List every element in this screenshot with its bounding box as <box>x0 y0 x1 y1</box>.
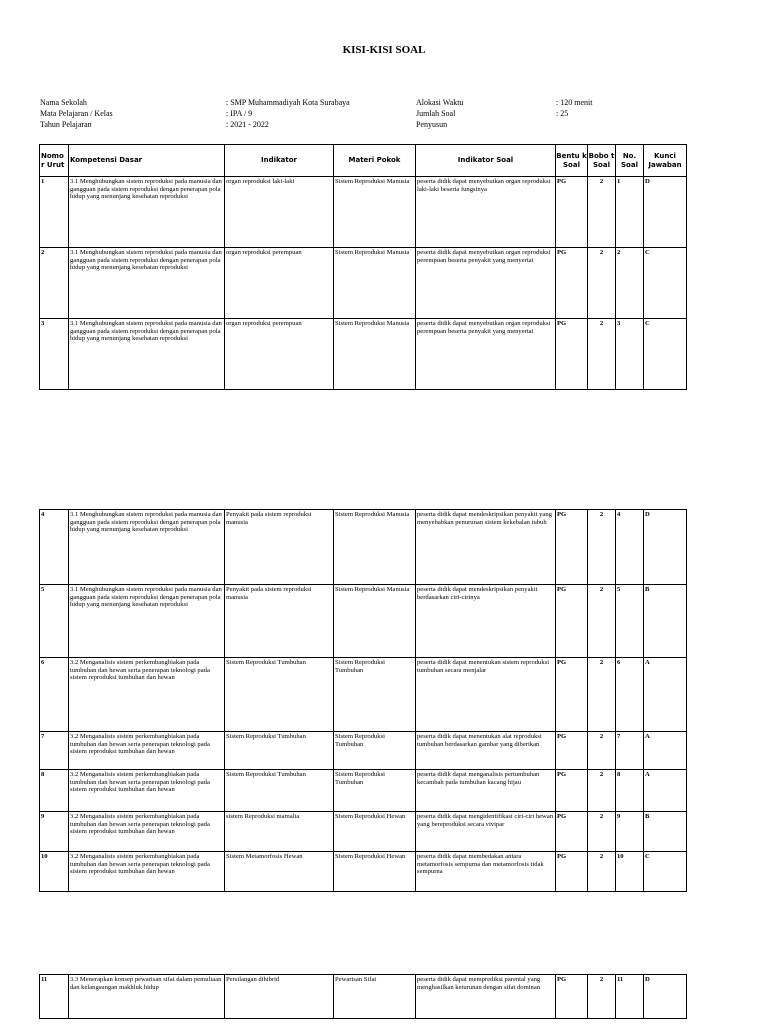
cell-no: 7 <box>40 732 69 770</box>
cell-kunci: B <box>644 812 687 852</box>
page-title: KISI-KISI SOAL <box>342 44 426 56</box>
cell-kunci: A <box>644 658 687 732</box>
cell-materi: Sistem Reproduksi Manusia <box>334 319 416 390</box>
cell-materi: Pewarisan Sifat <box>334 975 416 1019</box>
table-row <box>40 770 687 812</box>
cell-bentuk: PG <box>556 658 588 732</box>
cell-no: 5 <box>40 585 69 658</box>
table-row <box>40 732 687 770</box>
cell-no: 6 <box>40 658 69 732</box>
value-mata-pelajaran: : IPA / 9 <box>226 109 253 118</box>
cell-kompetensi: 3.1 Menghubungkan sistem reproduksi pada manusia dan gangguan pada sistem reproduksi dengan penerapan pola hidup yang menunjang kesehatan reproduksi <box>69 319 225 390</box>
label-penyusun: Penyusun <box>416 120 448 129</box>
cell-kompetensi: 3.3 Menerapkan konsep pewarisan sifat dalam pemuliaan dan kelangsungan makhluk hidup <box>69 975 225 1019</box>
cell-indikator-soal: peserta didik dapat menyebutkan organ reproduksi perempuan beserta penyakit yang menyertai <box>416 248 556 319</box>
cell-kompetensi: 3.2 Menganalisis sistem perkembangbiakan pada tumbuhan dan hewan serta penerapan teknologi pada sistem reproduksi tumbuhan dan hewan <box>69 852 225 892</box>
cell-kompetensi: 3.1 Menghubungkan sistem reproduksi pada manusia dan gangguan pada sistem reproduksi dengan penerapan pola hidup yang menunjang kesehatan reproduksi <box>69 585 225 658</box>
table-row <box>40 585 687 658</box>
cell-kompetensi: 3.1 Menghubungkan sistem reproduksi pada manusia dan gangguan pada sistem reproduksi dengan penerapan pola hidup yang menunjang kesehatan reproduksi <box>69 248 225 319</box>
label-tahun-pelajaran: Tahun Pelajaran <box>40 120 92 129</box>
header-kompetensi-dasar: Kompetensi Dasar <box>69 145 225 177</box>
cell-bentuk: PG <box>556 732 588 770</box>
cell-bentuk: PG <box>556 510 588 585</box>
cell-indikator: Penyakit pada sistem reproduksi manusia <box>225 585 334 658</box>
cell-bobot: 2 <box>588 975 616 1019</box>
label-jumlah-soal: Jumlah Soal <box>416 109 456 118</box>
header-bobot-soal: Bobo t Soal <box>588 145 616 177</box>
cell-indikator: organ reproduksi perempuan <box>225 248 334 319</box>
cell-indikator-soal: peserta didik dapat menganalisis pertumbuhan kecambah pada tumbuhan kacang hijau <box>416 770 556 812</box>
cell-kompetensi: 3.1 Menghubungkan sistem reproduksi pada manusia dan gangguan pada sistem reproduksi dengan penerapan pola hidup yang menunjang kesehatan reproduksi <box>69 177 225 248</box>
cell-kompetensi: 3.2 Menganalisis sistem perkembangbiakan pada tumbuhan dan hewan serta penerapan teknologi pada sistem reproduksi tumbuhan dan hewan <box>69 812 225 852</box>
cell-indikator: Persilangan dihibrid <box>225 975 334 1019</box>
label-alokasi-waktu: Alokasi Waktu <box>416 98 464 107</box>
kisi-table-page-1 <box>39 144 687 390</box>
cell-no-soal: 5 <box>616 585 644 658</box>
table-row <box>40 510 687 585</box>
cell-no: 3 <box>40 319 69 390</box>
cell-indikator: Sistem Reproduksi Tumbuhan <box>225 658 334 732</box>
cell-kunci: A <box>644 732 687 770</box>
cell-no-soal: 7 <box>616 732 644 770</box>
cell-indikator-soal: peserta didik dapat menyebutkan organ reproduksi laki-laki beserta fungsinya <box>416 177 556 248</box>
cell-materi: Sistem Reproduksi Tumbuhan <box>334 770 416 812</box>
cell-kompetensi: 3.1 Menghubungkan sistem reproduksi pada manusia dan gangguan pada sistem reproduksi dengan penerapan pola hidup yang menunjang kesehatan reproduksi <box>69 510 225 585</box>
cell-no: 10 <box>40 852 69 892</box>
cell-no: 1 <box>40 177 69 248</box>
cell-materi: Sistem Reproduksi Tumbuhan <box>334 732 416 770</box>
table-row <box>40 852 687 892</box>
cell-indikator: Sistem Reproduksi Tumbuhan <box>225 770 334 812</box>
cell-no: 9 <box>40 812 69 852</box>
header-bentuk-soal: Bentu k Soal <box>556 145 588 177</box>
cell-bentuk: PG <box>556 975 588 1019</box>
cell-bobot: 2 <box>588 732 616 770</box>
cell-no-soal: 11 <box>616 975 644 1019</box>
cell-bentuk: PG <box>556 248 588 319</box>
kisi-table-page-2 <box>39 509 687 892</box>
cell-no-soal: 8 <box>616 770 644 812</box>
cell-bentuk: PG <box>556 585 588 658</box>
cell-indikator: sistem Reproduksi mamalia <box>225 812 334 852</box>
cell-kunci: C <box>644 248 687 319</box>
cell-kunci: D <box>644 177 687 248</box>
kisi-table-page-3 <box>39 974 687 1019</box>
header-kunci-jawaban: Kunci Jawaban <box>644 145 687 177</box>
cell-kompetensi: 3.2 Menganalisis sistem perkembangbiakan pada tumbuhan dan hewan serta penerapan teknologi pada sistem reproduksi tumbuhan dan hewan <box>69 770 225 812</box>
cell-bobot: 2 <box>588 770 616 812</box>
cell-materi: Sistem Reproduksi Manusia <box>334 248 416 319</box>
label-mata-pelajaran: Mata Pelajaran / Kelas <box>40 109 113 118</box>
cell-bobot: 2 <box>588 658 616 732</box>
cell-indikator-soal: peserta didik dapat membedakan antara metamorfosis sempurna dan metamorfosis tidak sempurna <box>416 852 556 892</box>
value-alokasi-waktu: : 120 menit <box>556 98 593 107</box>
cell-no-soal: 4 <box>616 510 644 585</box>
cell-indikator-soal: peserta didik dapat mendeskripsikan penyakit berdasarkan ciri-cirinya <box>416 585 556 658</box>
cell-no-soal: 6 <box>616 658 644 732</box>
cell-bentuk: PG <box>556 177 588 248</box>
cell-indikator: organ reproduksi laki-laki <box>225 177 334 248</box>
cell-no: 8 <box>40 770 69 812</box>
cell-no-soal: 3 <box>616 319 644 390</box>
cell-no-soal: 2 <box>616 248 644 319</box>
cell-bobot: 2 <box>588 585 616 658</box>
header-indikator: Indikator <box>225 145 334 177</box>
cell-bobot: 2 <box>588 248 616 319</box>
table-row <box>40 177 687 248</box>
cell-kompetensi: 3.2 Menganalisis sistem perkembangbiakan pada tumbuhan dan hewan serta penerapan teknologi pada sistem reproduksi tumbuhan dan hewan <box>69 658 225 732</box>
cell-no: 2 <box>40 248 69 319</box>
cell-kunci: C <box>644 852 687 892</box>
cell-bentuk: PG <box>556 319 588 390</box>
cell-materi: Sistem Reproduksi Hewan <box>334 812 416 852</box>
value-jumlah-soal: : 25 <box>556 109 569 118</box>
cell-bobot: 2 <box>588 510 616 585</box>
header-no-soal: No. Soal <box>616 145 644 177</box>
cell-indikator: Sistem Metamorfosis Hewan <box>225 852 334 892</box>
cell-bobot: 2 <box>588 177 616 248</box>
table-row <box>40 812 687 852</box>
cell-no-soal: 9 <box>616 812 644 852</box>
cell-indikator-soal: peserta didik dapat menentukan sistem reproduksi tumbuhan secara menjalar <box>416 658 556 732</box>
cell-bobot: 2 <box>588 812 616 852</box>
cell-no: 4 <box>40 510 69 585</box>
cell-kompetensi: 3.2 Menganalisis sistem perkembangbiakan pada tumbuhan dan hewan serta penerapan teknologi pada sistem reproduksi tumbuhan dan hewan <box>69 732 225 770</box>
cell-bentuk: PG <box>556 812 588 852</box>
cell-bobot: 2 <box>588 852 616 892</box>
cell-materi: Sistem Reproduksi Tumbuhan <box>334 658 416 732</box>
cell-kunci: B <box>644 585 687 658</box>
cell-indikator-soal: peserta didik dapat menyebutkan organ reproduksi perempuan beserta penyakit yang menyertai <box>416 319 556 390</box>
label-nama-sekolah: Nama Sekolah <box>40 98 87 107</box>
cell-kunci: A <box>644 770 687 812</box>
cell-no-soal: 10 <box>616 852 644 892</box>
header-materi-pokok: Materi Pokok <box>334 145 416 177</box>
cell-kunci: D <box>644 510 687 585</box>
cell-bobot: 2 <box>588 319 616 390</box>
table-header-row <box>40 145 687 177</box>
cell-no: 11 <box>40 975 69 1019</box>
cell-indikator: organ reproduksi perempuan <box>225 319 334 390</box>
cell-kunci: C <box>644 319 687 390</box>
header-indikator-soal: Indikator Soal <box>416 145 556 177</box>
cell-indikator: Penyakit pada sistem reproduksi manusia <box>225 510 334 585</box>
value-nama-sekolah: : SMP Muhammadiyah Kota Surabaya <box>226 98 350 107</box>
table-row <box>40 975 687 1019</box>
cell-bentuk: PG <box>556 852 588 892</box>
table-row <box>40 658 687 732</box>
cell-no-soal: 1 <box>616 177 644 248</box>
cell-materi: Sistem Reproduksi Manusia <box>334 510 416 585</box>
cell-bentuk: PG <box>556 770 588 812</box>
cell-materi: Sistem Reproduksi Manusia <box>334 177 416 248</box>
cell-indikator-soal: peserta didik dapat mengidentifikasi ciri-ciri hewan yang bereproduksi secara vivipar <box>416 812 556 852</box>
cell-materi: Sistem Reproduksi Manusia <box>334 585 416 658</box>
cell-indikator-soal: peserta didik dapat mendeskripsikan penyakit yang menyebabkan penurunan sistem kekebalan tubuh <box>416 510 556 585</box>
table-row <box>40 248 687 319</box>
header-nomor-urut: Nomo r Urut <box>40 145 69 177</box>
table-row <box>40 319 687 390</box>
cell-indikator-soal: peserta didik dapat menentukan alat reproduksi tumbuhan berdasarkan gambar yang diberikan <box>416 732 556 770</box>
value-tahun-pelajaran: : 2021 - 2022 <box>226 120 269 129</box>
cell-materi: Sistem Reproduksi Hewan <box>334 852 416 892</box>
cell-kunci: D <box>644 975 687 1019</box>
cell-indikator: Sistem Reproduksi Tumbuhan <box>225 732 334 770</box>
cell-indikator-soal: peserta didik dapat memprediksi parental yang menghasilkan keturunan dengan sifat dominan <box>416 975 556 1019</box>
